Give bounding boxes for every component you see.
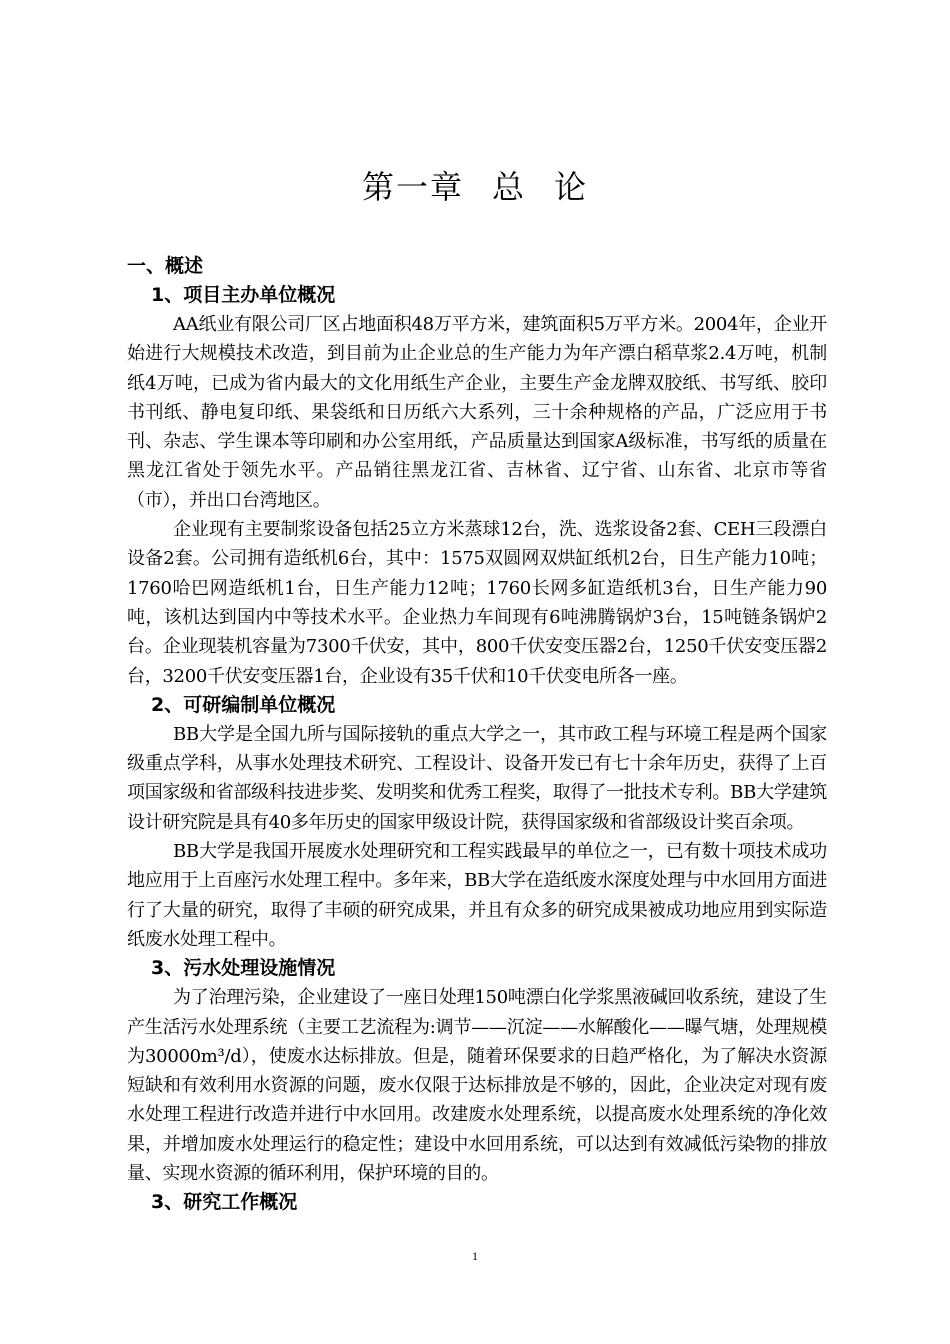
paragraph-sponsor-overview: AA纸业有限公司厂区占地面积48万平方米，建筑面积5万平方米。2004年，企业开始进行大规模技术改造，到目前为止企业总的生产能力为年产漂白稻草浆2.4万吨，机制纸4万吨，已成为省内最大的文化用纸生产企业，主要生产金龙牌双胶纸、书写纸、胶印书刊纸、静电复印纸、果袋纸和日历纸六大系列，三十余种规格的产品，广泛应用于书刊、杂志、学生课本等印刷和办公室用纸，产品质量达到国家A级标准，书写纸的质量在黑龙江省处于领先水平。产品销往黑龙江省、吉林省、辽宁省、山东省、北京市等省（市），并出口台湾地区。 bbox=[127, 314, 827, 511]
subsection-heading-wastewater: 3、污水处理设施情况 bbox=[151, 957, 336, 980]
chapter-title-number: 第一章 bbox=[361, 168, 464, 206]
chapter-body bbox=[127, 252, 827, 1217]
paragraph-sponsor-equipment: 企业现有主要制浆设备包括25立方米蒸球12台，洗、选浆设备2套、CEH三段漂白设备2套。公司拥有造纸机6台，其中：1575双圆网双烘缸纸机2台，日生产能力10吨；1760哈巴网造纸机1台，日生产能力12吨；1760长网多缸造纸机3台，日生产能力90吨，该机达到国内中等技术水平。企业热力车间现有6吨沸腾锅炉3台，15吨链条锅炉2台。企业现装机容量为7300千伏安，其中，800千伏安变压器2台，1250千伏安变压器2台，3200千伏安变压器1台，企业设有35千伏和10千伏变电所各一座。 bbox=[127, 519, 827, 687]
subsection-heading-research-work: 3、研究工作概况 bbox=[151, 1191, 298, 1214]
subsection-heading-compiler: 2、可研编制单位概况 bbox=[151, 693, 336, 716]
chapter-title bbox=[0, 165, 950, 209]
chapter-title-word-1: 总 bbox=[491, 168, 526, 206]
page-number: 1 bbox=[472, 1249, 478, 1263]
chapter-title-word-2: 论 bbox=[554, 168, 589, 206]
paragraph-wastewater-facilities: 为了治理污染，企业建设了一座日处理150吨漂白化学浆黑液碱回收系统，建设了生产生活污水处理系统（主要工艺流程为:调节——沉淀——水解酸化——曝气塘，处理规模为30000m³/d），使废水达标排放。但是，随着环保要求的日趋严格化，为了解决水资源短缺和有效利用水资源的问题，废水仅限于达标排放是不够的，因此，企业决定对现有废水处理工程进行改造并进行中水回用。改建废水处理系统，以提高废水处理系统的净化效果，并增加废水处理运行的稳定性；建设中水回用系统，可以达到有效减低污染物的排放量、实现水资源的循环利用，保护环境的目的。 bbox=[127, 987, 827, 1185]
paragraph-compiler-overview: BB大学是全国九所与国际接轨的重点大学之一，其市政工程与环境工程是两个国家级重点学科，从事水处理技术研究、工程设计、设备开发已有七十余年历史，获得了上百项国家级和省部级科技进步奖、发明奖和优秀工程奖，取得了一批技术专利。BB大学建筑设计研究院是具有40多年历史的国家甲级设计院，获得国家级和省部级设计奖百余项。 bbox=[127, 723, 827, 833]
paragraph-compiler-research: BB大学是我国开展废水处理研究和工程实践最早的单位之一，已有数十项技术成功地应用于上百座污水处理工程中。多年来，BB大学在造纸废水深度处理与中水回用方面进行了大量的研究，取得了丰硕的研究成果，并且有众多的研究成果被成功地应用到实际造纸废水处理工程中。 bbox=[127, 841, 827, 950]
section-heading-overview: 一、概述 bbox=[127, 255, 204, 277]
subsection-heading-sponsor: 1、项目主办单位概况 bbox=[151, 284, 336, 306]
